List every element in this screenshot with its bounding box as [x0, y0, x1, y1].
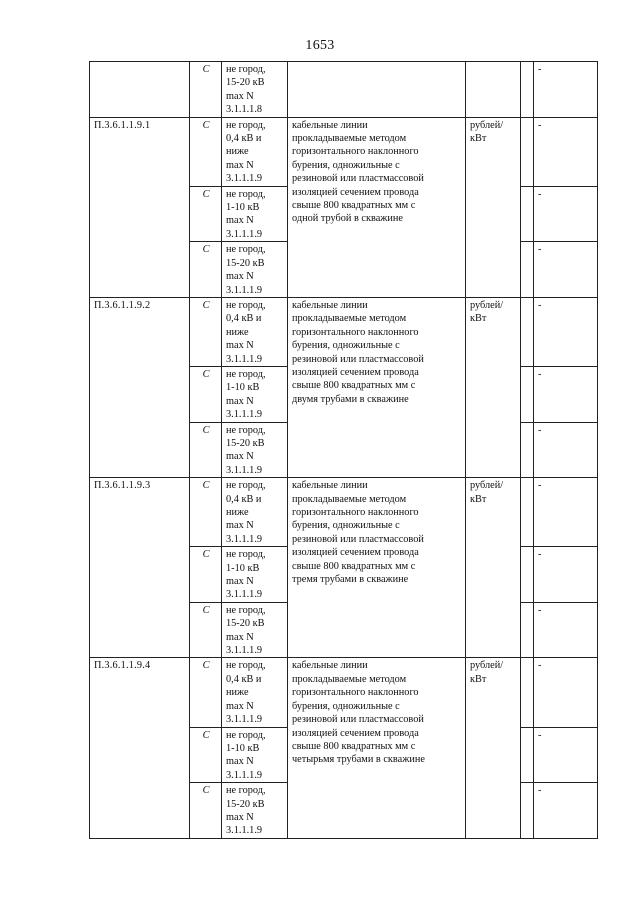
condition-line: 0,4 кВ и: [226, 493, 262, 505]
value-cell: -: [534, 658, 598, 727]
description-line: изоляцией сечением провода: [292, 366, 419, 378]
description-line: горизонтального наклонного: [292, 326, 419, 338]
condition-line: max N: [226, 520, 254, 532]
condition-line: 15-20 кВ: [226, 618, 265, 630]
description-line: прокладываемые методом: [292, 313, 407, 325]
description-line: кабельные линии: [292, 480, 368, 492]
description-cell: [288, 478, 466, 658]
category-cell: С: [190, 422, 222, 478]
description-line: двумя трубами в скважине: [292, 393, 409, 405]
condition-line: max N: [226, 451, 254, 463]
category-cell: С: [190, 62, 222, 118]
spacer-cell: [521, 242, 534, 298]
description-cell: [288, 117, 466, 297]
condition-line: ниже: [226, 687, 249, 699]
description-line: прокладываемые методом: [292, 493, 407, 505]
spacer-cell: [521, 422, 534, 478]
condition-cell: [222, 602, 288, 658]
category-cell: С: [190, 242, 222, 298]
description-line: изоляцией сечением провода: [292, 547, 419, 559]
condition-cell: [222, 366, 288, 422]
condition-line: 1-10 кВ: [226, 382, 260, 394]
code-cell: П.3.6.1.1.9.3: [90, 478, 190, 658]
spacer-cell: [521, 478, 534, 547]
condition-line: 15-20 кВ: [226, 437, 265, 449]
condition-line: max N: [226, 271, 254, 283]
description-line: кабельные линии: [292, 119, 368, 131]
category-cell: С: [190, 478, 222, 547]
spacer-cell: [521, 117, 534, 186]
category-cell: С: [190, 727, 222, 783]
condition-line: 3.1.1.1.9: [226, 464, 263, 476]
description-line: бурения, одножильные с: [292, 520, 400, 532]
unit-cell: [466, 117, 521, 297]
condition-cell: [222, 62, 288, 118]
table-row: [90, 478, 598, 547]
condition-line: 15-20 кВ: [226, 77, 265, 89]
description-line: свыше 800 квадратных мм с: [292, 740, 416, 752]
category-cell: С: [190, 547, 222, 603]
condition-line: ниже: [226, 326, 249, 338]
value-cell: -: [534, 727, 598, 783]
value-cell: -: [534, 297, 598, 366]
condition-line: не город,: [226, 188, 266, 200]
category-cell: С: [190, 602, 222, 658]
condition-line: 3.1.1.1.9: [226, 228, 263, 240]
category-cell: С: [190, 117, 222, 186]
description-line: изоляцией сечением провода: [292, 186, 419, 198]
table-row: [90, 117, 598, 186]
condition-line: 3.1.1.1.9: [226, 714, 263, 726]
condition-line: 3.1.1.1.9: [226, 769, 263, 781]
unit-cell: [466, 478, 521, 658]
description-line: бурения, одножильные с: [292, 340, 400, 352]
condition-line: не город,: [226, 660, 266, 672]
condition-line: max N: [226, 576, 254, 588]
condition-line: не город,: [226, 64, 266, 75]
condition-line: не город,: [226, 480, 266, 492]
unit-line: рублей/: [470, 660, 504, 672]
description-line: резиновой или пластмассовой: [292, 353, 424, 365]
value-cell: -: [534, 366, 598, 422]
condition-line: max N: [226, 90, 254, 102]
condition-cell: [222, 727, 288, 783]
unit-cell: [466, 297, 521, 477]
spacer-cell: [521, 366, 534, 422]
tariff-table: [89, 61, 598, 839]
condition-line: ниже: [226, 146, 249, 158]
description-line: резиновой или пластмассовой: [292, 714, 424, 726]
condition-line: не город,: [226, 785, 266, 797]
code-cell: [90, 62, 190, 118]
description-line: тремя трубами в скважине: [292, 574, 409, 586]
spacer-cell: [521, 658, 534, 727]
condition-line: max N: [226, 395, 254, 407]
condition-cell: [222, 117, 288, 186]
condition-line: max N: [226, 215, 254, 227]
condition-line: 15-20 кВ: [226, 798, 265, 810]
code-cell: П.3.6.1.1.9.4: [90, 658, 190, 838]
condition-line: не город,: [226, 299, 266, 311]
unit-line: кВт: [470, 493, 487, 505]
condition-line: max N: [226, 756, 254, 768]
condition-line: не город,: [226, 729, 266, 741]
unit-line: кВт: [470, 133, 487, 145]
condition-cell: [222, 186, 288, 242]
description-line: резиновой или пластмассовой: [292, 533, 424, 545]
page-number: 1653: [305, 38, 335, 53]
condition-cell: [222, 547, 288, 603]
condition-line: ниже: [226, 507, 249, 518]
value-cell: -: [534, 117, 598, 186]
value-cell: -: [534, 602, 598, 658]
value-cell: -: [534, 62, 598, 118]
table-row-continuation: [90, 62, 598, 118]
condition-cell: [222, 422, 288, 478]
spacer-cell: [521, 602, 534, 658]
description-cell: [288, 297, 466, 477]
condition-line: 3.1.1.1.8: [226, 104, 263, 116]
condition-cell: [222, 658, 288, 727]
value-cell: -: [534, 242, 598, 298]
description-line: свыше 800 квадратных мм с: [292, 200, 416, 212]
unit-line: рублей/: [470, 119, 504, 131]
code-cell: П.3.6.1.1.9.1: [90, 117, 190, 297]
value-cell: -: [534, 547, 598, 603]
condition-line: не город,: [226, 119, 266, 131]
description-line: бурения, одножильные с: [292, 159, 400, 171]
condition-line: не город,: [226, 368, 266, 380]
unit-line: рублей/: [470, 299, 504, 311]
condition-line: 1-10 кВ: [226, 742, 260, 754]
code-cell: П.3.6.1.1.9.2: [90, 297, 190, 477]
spacer-cell: [521, 297, 534, 366]
condition-line: 0,4 кВ и: [226, 133, 262, 145]
unit-line: кВт: [470, 313, 487, 325]
description-line: горизонтального наклонного: [292, 507, 419, 518]
condition-line: 3.1.1.1.9: [226, 409, 263, 421]
condition-cell: [222, 478, 288, 547]
spacer-cell: [521, 62, 534, 118]
description-line: кабельные линии: [292, 660, 368, 672]
tariff-table-body: [90, 62, 598, 839]
description-line: свыше 800 квадратных мм с: [292, 560, 416, 572]
value-cell: -: [534, 422, 598, 478]
condition-line: 15-20 кВ: [226, 257, 265, 269]
condition-line: не город,: [226, 604, 266, 616]
description-line: прокладываемые методом: [292, 133, 407, 145]
description-line: свыше 800 квадратных мм с: [292, 380, 416, 392]
description-cell: [288, 658, 466, 838]
description-cell: [288, 62, 466, 118]
unit-line: кВт: [470, 673, 487, 685]
condition-line: 3.1.1.1.9: [226, 825, 263, 837]
category-cell: С: [190, 297, 222, 366]
condition-line: 1-10 кВ: [226, 562, 260, 574]
condition-line: 1-10 кВ: [226, 202, 260, 214]
category-cell: С: [190, 658, 222, 727]
condition-cell: [222, 783, 288, 839]
description-line: одной трубой в скважине: [292, 213, 403, 225]
condition-line: не город,: [226, 244, 266, 256]
table-row: [90, 297, 598, 366]
condition-line: max N: [226, 631, 254, 643]
condition-line: max N: [226, 811, 254, 823]
unit-cell: [466, 658, 521, 838]
condition-line: не город,: [226, 549, 266, 561]
category-cell: С: [190, 783, 222, 839]
condition-line: 3.1.1.1.9: [226, 533, 263, 545]
condition-line: 0,4 кВ и: [226, 313, 262, 325]
condition-line: 3.1.1.1.9: [226, 589, 263, 601]
condition-line: 3.1.1.1.9: [226, 645, 263, 657]
description-line: горизонтального наклонного: [292, 146, 419, 158]
category-cell: С: [190, 366, 222, 422]
condition-line: 0,4 кВ и: [226, 673, 262, 685]
spacer-cell: [521, 186, 534, 242]
spacer-cell: [521, 783, 534, 839]
category-cell: С: [190, 186, 222, 242]
description-line: четырьмя трубами в скважине: [292, 754, 425, 766]
condition-line: 3.1.1.1.9: [226, 353, 263, 365]
spacer-cell: [521, 727, 534, 783]
table-row: [90, 658, 598, 727]
condition-line: max N: [226, 340, 254, 352]
condition-line: max N: [226, 159, 254, 171]
condition-line: max N: [226, 700, 254, 712]
unit-cell: [466, 62, 521, 118]
value-cell: -: [534, 478, 598, 547]
description-line: горизонтального наклонного: [292, 687, 419, 699]
description-line: кабельные линии: [292, 299, 368, 311]
condition-cell: [222, 242, 288, 298]
condition-line: не город,: [226, 424, 266, 436]
unit-line: рублей/: [470, 480, 504, 492]
value-cell: -: [534, 186, 598, 242]
condition-line: 3.1.1.1.9: [226, 173, 263, 185]
condition-cell: [222, 297, 288, 366]
description-line: резиновой или пластмассовой: [292, 173, 424, 185]
spacer-cell: [521, 547, 534, 603]
condition-line: 3.1.1.1.9: [226, 284, 263, 296]
description-line: изоляцией сечением провода: [292, 727, 419, 739]
value-cell: -: [534, 783, 598, 839]
description-line: бурения, одножильные с: [292, 700, 400, 712]
description-line: прокладываемые методом: [292, 673, 407, 685]
